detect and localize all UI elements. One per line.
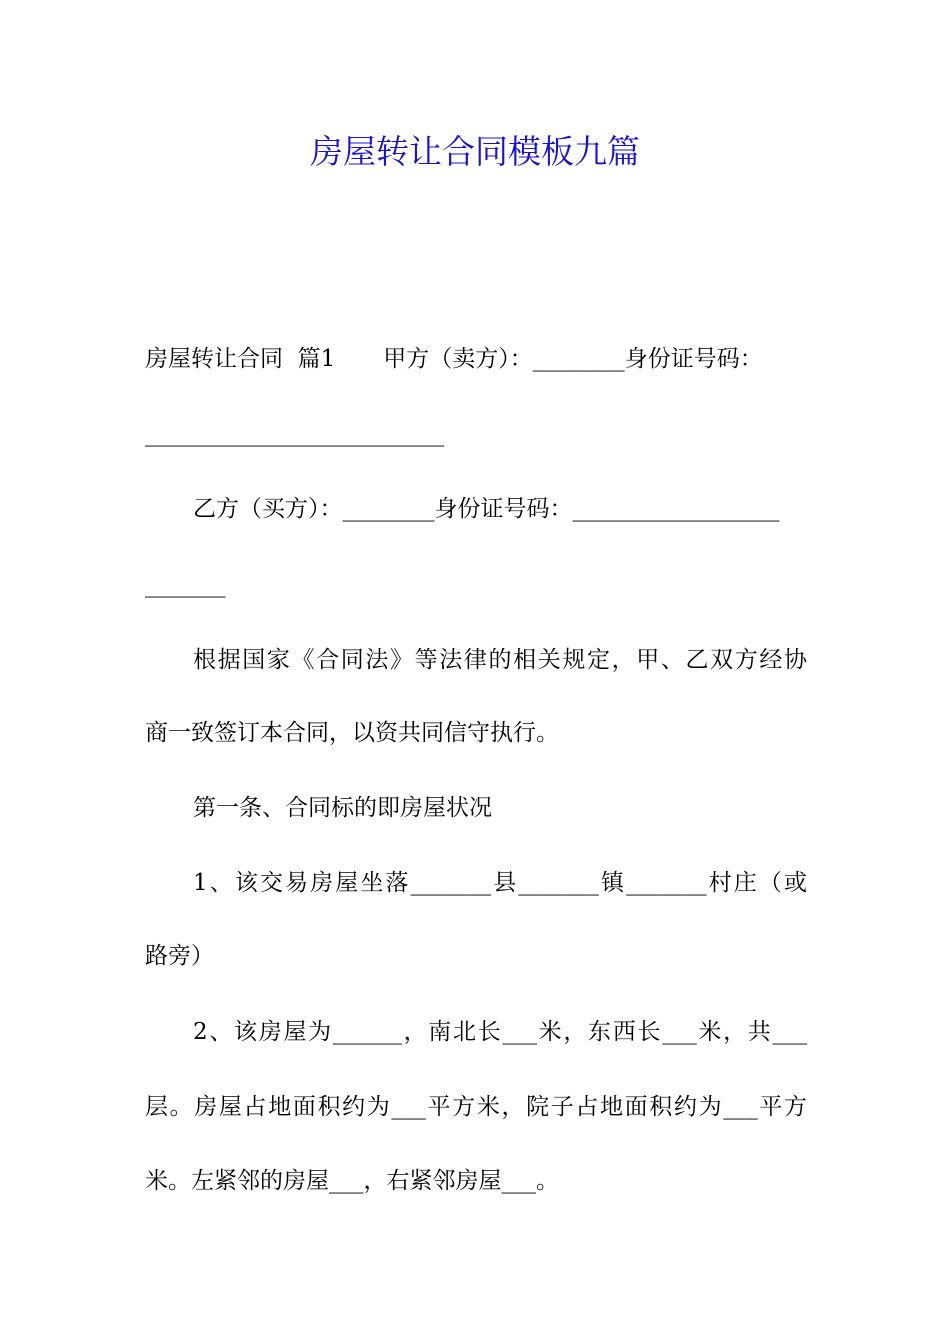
village-label: 村庄（或 xyxy=(706,870,807,896)
sentence-end: 。 xyxy=(536,1168,559,1194)
party-a-id-line xyxy=(145,416,807,452)
item-one-label: 1、该交易房屋坐落 xyxy=(193,870,411,896)
party-b-id-blank: __________________ xyxy=(572,496,780,522)
item-two-label: 2、该房屋为 xyxy=(193,1019,333,1045)
floor-area-label: 层。房屋占地面积约为 xyxy=(145,1094,392,1120)
town-label: 镇 xyxy=(598,870,627,896)
floor-area-blank: ___ xyxy=(391,1094,426,1120)
right-neighbor-blank: ___ xyxy=(501,1168,536,1194)
square-label: 平方 xyxy=(757,1094,808,1120)
party-b-id-blank-continued: _______ xyxy=(145,572,226,598)
document-title: 房屋转让合同模板九篇 xyxy=(310,132,640,171)
right-neighbor-label: ，右紧邻房屋 xyxy=(363,1168,502,1194)
ew-length-label: 米，东西长 xyxy=(536,1019,663,1045)
party-b-name-blank: ________ xyxy=(342,496,435,522)
left-neighbor-blank: ___ xyxy=(329,1168,364,1194)
town-blank: _______ xyxy=(518,870,599,896)
yard-area-label: 平方米，院子占地面积约为 xyxy=(425,1094,724,1120)
ns-length-label: ，南北长 xyxy=(401,1019,503,1045)
paragraph-basis-line-1: 根据国家《合同法》等法律的相关规定，甲、乙双方经协 xyxy=(193,647,807,673)
paragraph-basis-line-2: 商一致签订本合同，以资共同信守执行。 xyxy=(145,720,559,746)
item-one-line-1 xyxy=(145,865,807,901)
party-a-id-blank: __________________________ xyxy=(145,421,444,447)
ns-length-blank: ___ xyxy=(502,1019,537,1045)
contract-section-label: 房屋转让合同 篇1 xyxy=(145,346,336,372)
party-b-id-label: 身份证号码： xyxy=(434,496,573,522)
party-b-line xyxy=(145,491,807,527)
party-b-id-continued-line xyxy=(145,567,807,603)
floors-blank: ___ xyxy=(772,1019,808,1045)
item-two-line-3 xyxy=(145,1163,807,1199)
ew-length-blank: ___ xyxy=(662,1019,697,1045)
party-a-name-blank: ________ xyxy=(532,346,625,372)
party-a-id-label: 身份证号码： xyxy=(624,346,763,372)
house-type-blank: ______ xyxy=(332,1019,402,1045)
article-one-heading: 第一条、合同标的即房屋状况 xyxy=(193,795,492,821)
contract-heading-line xyxy=(145,341,807,377)
party-b-label: 乙方（买方）： xyxy=(193,496,343,522)
left-neighbor-label: 米。左紧邻的房屋 xyxy=(145,1168,329,1194)
floors-label: 米，共 xyxy=(696,1019,773,1045)
party-a-label: 甲方（卖方）： xyxy=(383,346,533,372)
yard-area-blank: ___ xyxy=(723,1094,758,1120)
item-two-line-2 xyxy=(145,1089,807,1125)
village-blank: _______ xyxy=(626,870,707,896)
item-two-line-1 xyxy=(145,1014,807,1050)
county-label: 县 xyxy=(491,870,519,896)
county-blank: _______ xyxy=(410,870,492,896)
item-one-line-2: 路旁） xyxy=(145,943,214,969)
